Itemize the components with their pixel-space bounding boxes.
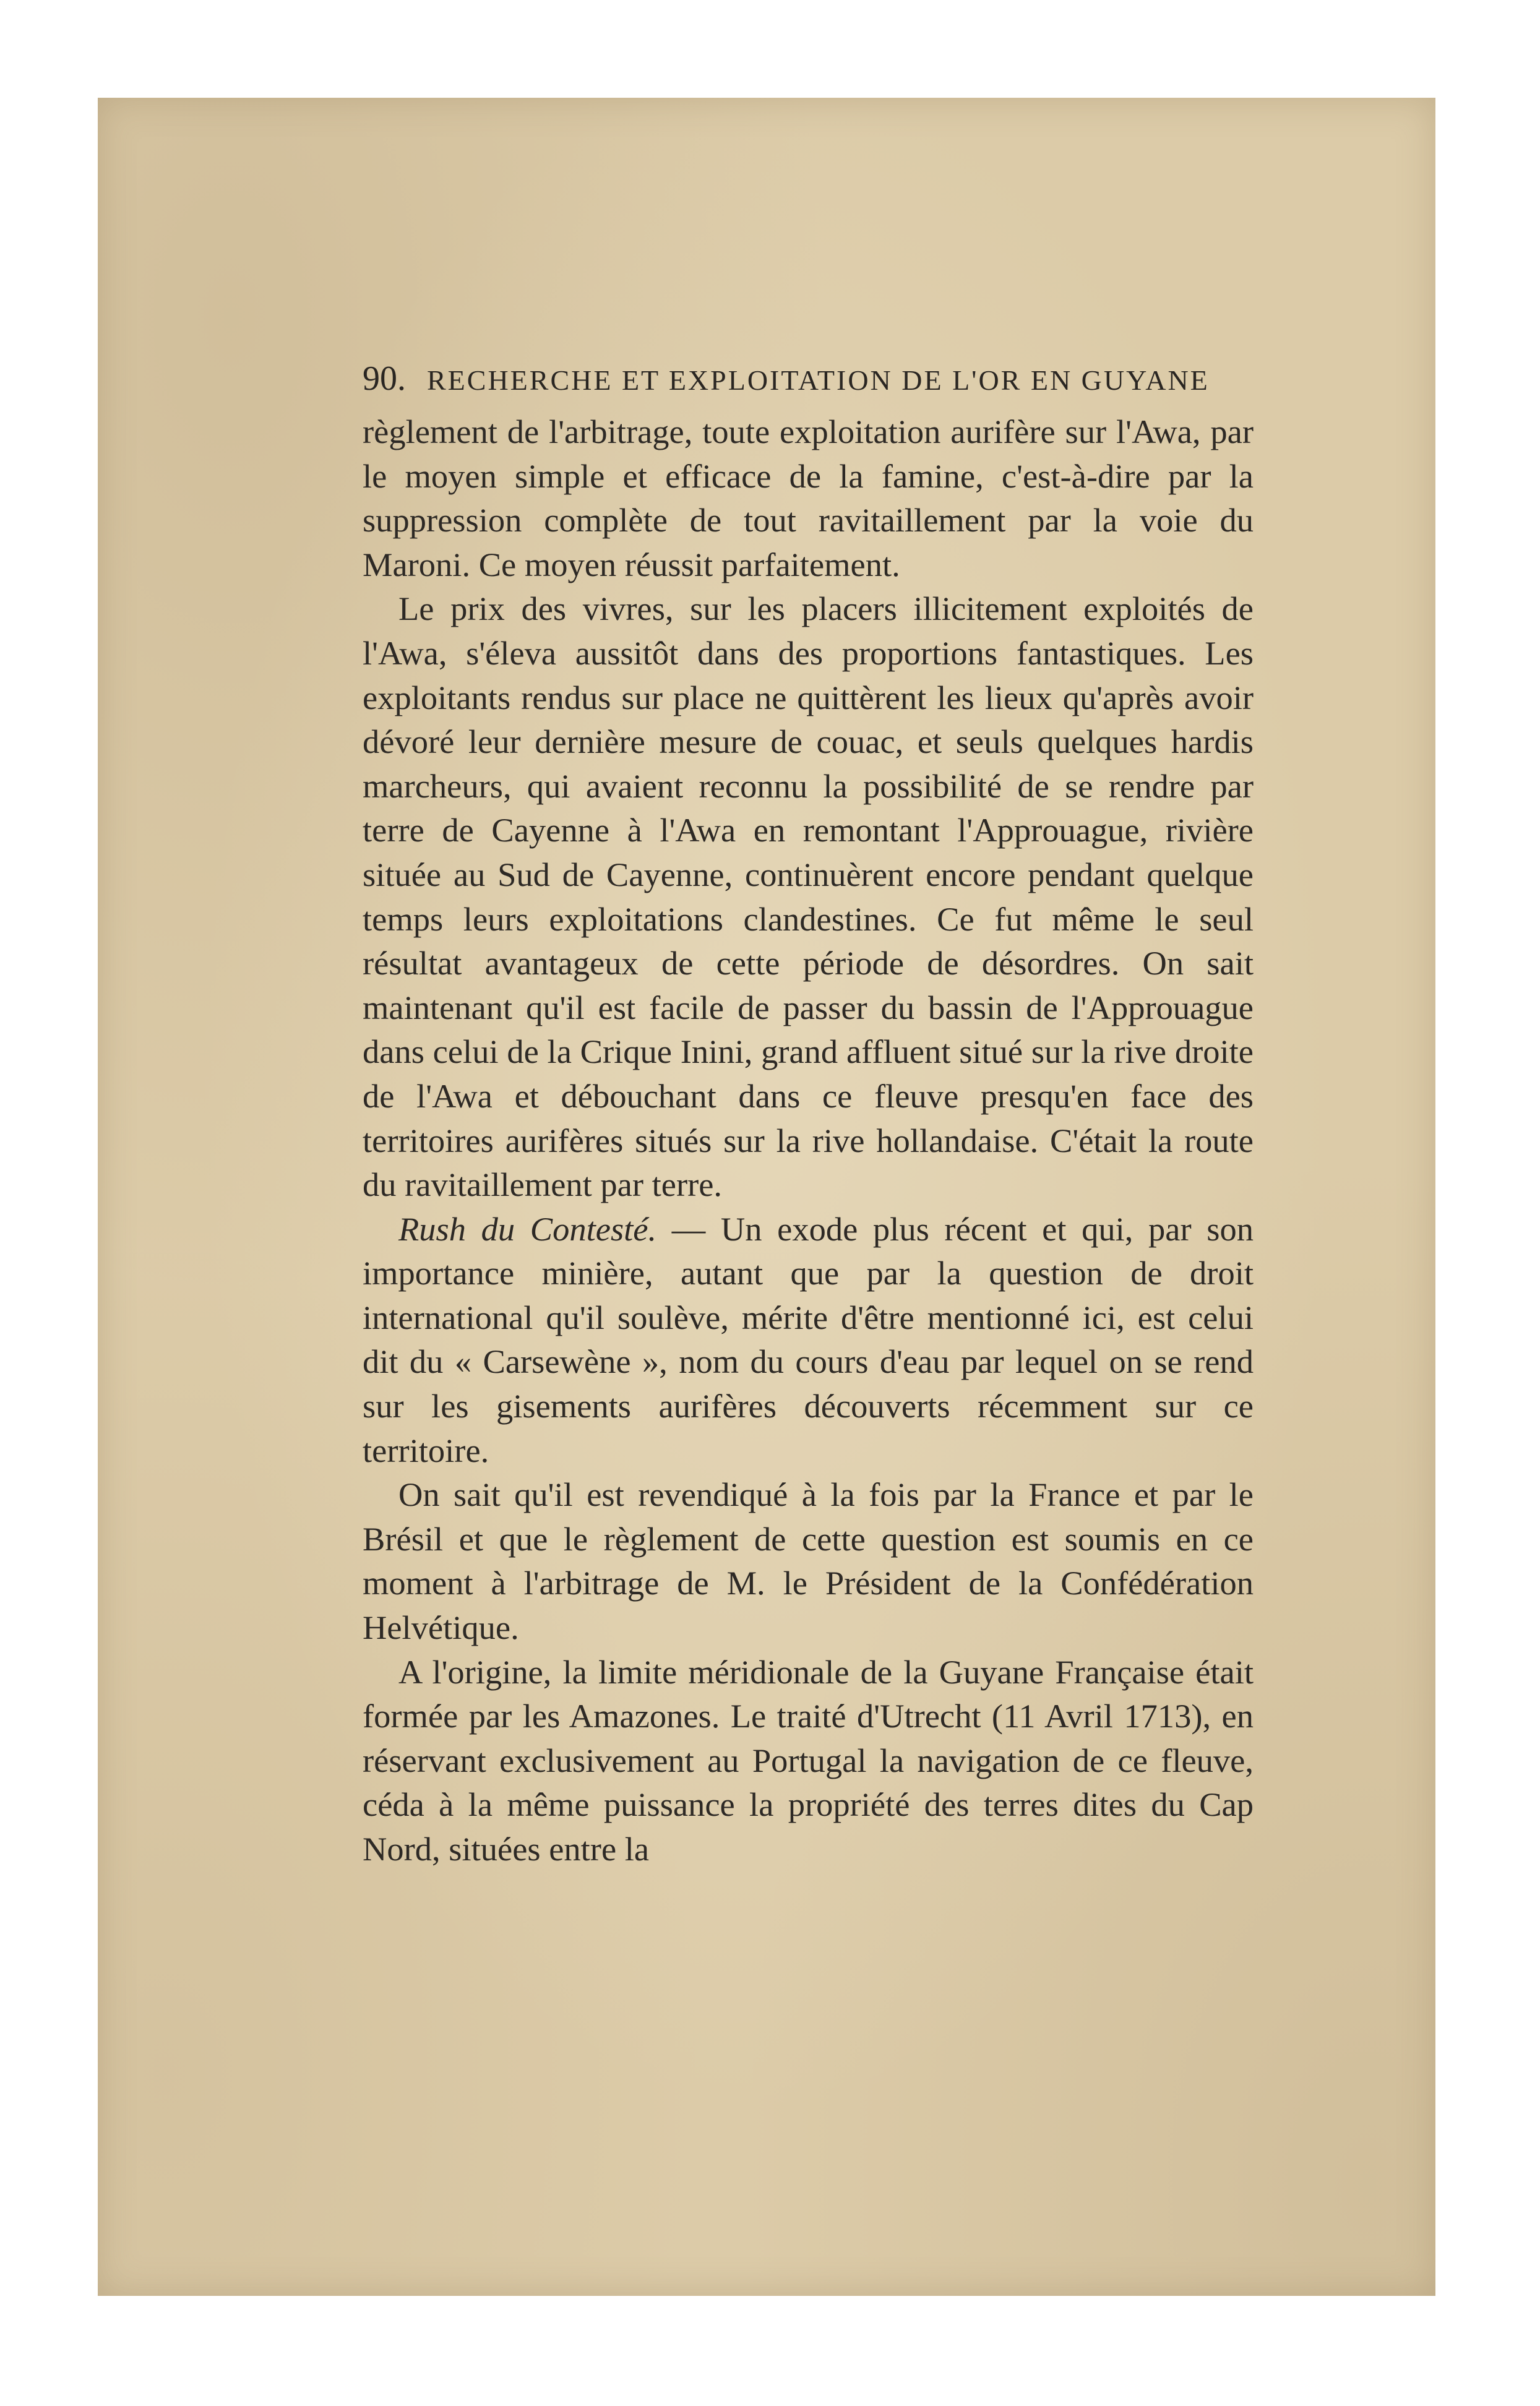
page-number: 90.: [363, 359, 406, 398]
section-title: Rush du Contesté.: [398, 1209, 657, 1248]
paragraph-origine: A l'origine, la limite méridionale de la Guyane Française était formée par les Amazones. Le traité d'Utrecht (11 Avril 1713), en réservant exclusivement au Portugal la navigation de ce fleuve, céda à la même puissance la propriété des terres dites du Cap Nord, situées entre la: [363, 1652, 1254, 1868]
paragraph-prix-des-vivres: Le prix des vivres, sur les placers illicitement exploités de l'Awa, s'éleva aussitôt dans des proportions fantastiques. Les exploitants rendus sur place ne quittèrent les lieux qu'après avoir dévoré leur dernière mesure de couac, et seuls quelques hardis marcheurs, qui avaient reconnu la possibilité de se rendre par terre de Cayenne à l'Awa en remontant l'Approuague, rivière située au Sud de Cayenne, continuèrent encore pendant quelque temps leurs exploitations clandestines. Ce fut même le seul résultat avantageux de cette période de désordres. On sait maintenant qu'il est facile de passer du bassin de l'Approuague dans celui de la Crique Inini, grand affluent situé sur la rive droite de l'Awa et débouchant dans ce fleuve presqu'en face des territoires aurifères situés sur la rive hollandaise. C'était la route du ravitaillement par terre.: [363, 590, 1254, 1204]
running-title: RECHERCHE ET EXPLOITATION DE L'OR EN GUYANE: [427, 364, 1210, 396]
paragraph-rush-du-conteste: [363, 1207, 1254, 1473]
paragraph-continuation: règlement de l'arbitrage, toute exploitation aurifère sur l'Awa, par le moyen simple et efficace de la famine, c'est-à-dire par la suppression complète de tout ravitaillement par la voie du Maroni. Ce moyen réussit parfaitement.: [363, 413, 1254, 583]
page-header: [363, 354, 1254, 403]
paragraph-rush-text: — Un exode plus récent et qui, par son importance minière, autant que par la question de droit international qu'il soulève, mérite d'être mentionné ici, est celui dit du « Carsewène », nom du cours d'eau par lequel on se rend sur les gisements aurifères découverts récemment sur ce territoire.: [363, 1209, 1254, 1469]
body-text: [363, 410, 1254, 1871]
paragraph-revendique: On sait qu'il est revendiqué à la fois par la France et par le Brésil et que le règlement de cette question est soumis en ce moment à l'arbitrage de M. le Président de la Confédération Helvétique.: [363, 1476, 1254, 1647]
